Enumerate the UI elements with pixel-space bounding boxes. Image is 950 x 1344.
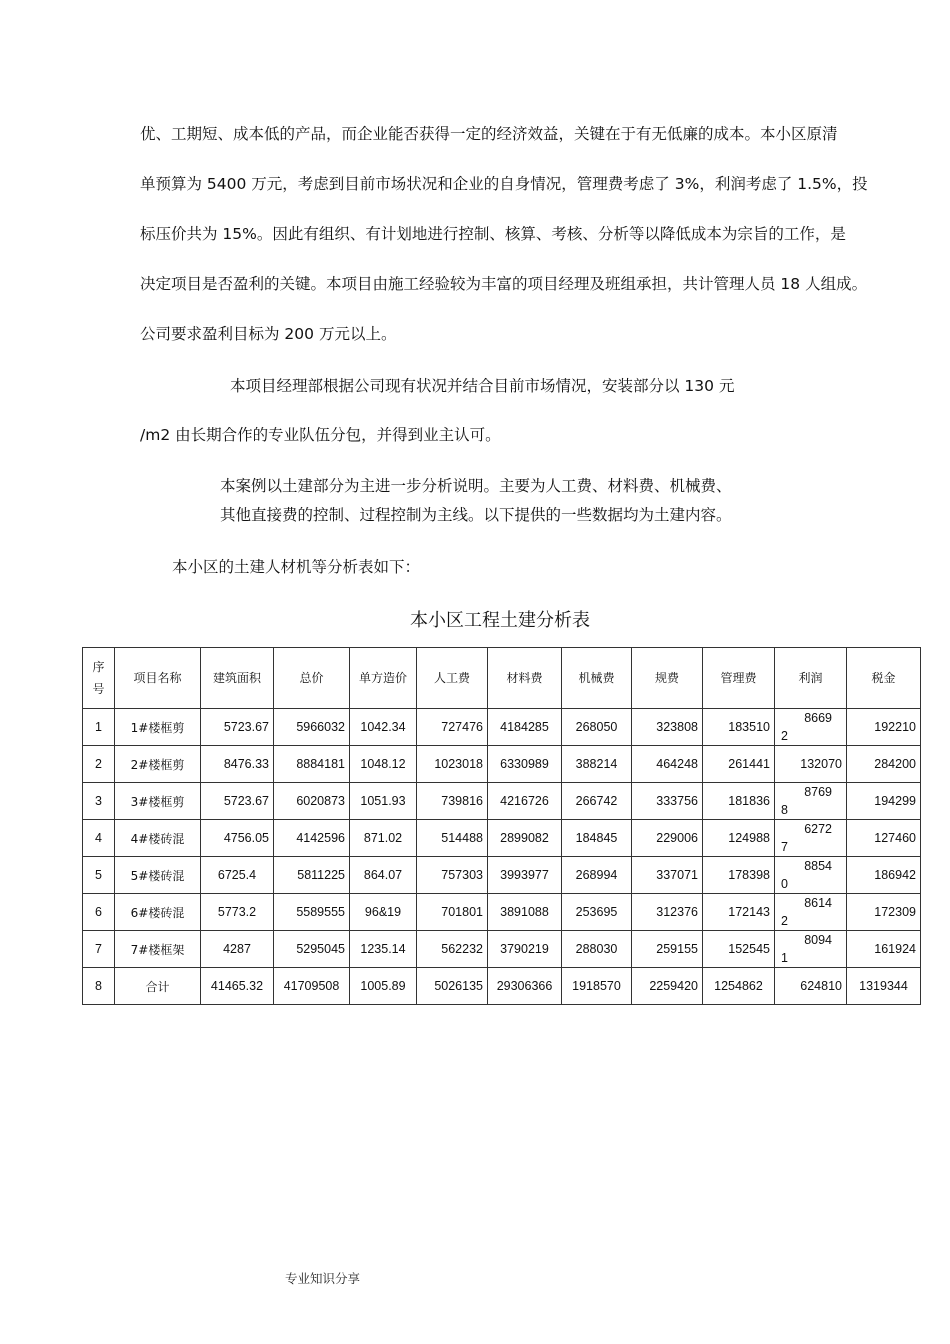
cell-area: 4287 [201,931,274,968]
cell-labor: 514488 [417,820,488,857]
cell-no: 2 [83,746,115,783]
cell-no: 8 [83,968,115,1005]
paragraph-line: 单预算为 5400 万元，考虑到目前市场状况和企业的自身情况，管理费考虑了 3%，利润考虑了 1.5%，投 [140,175,868,193]
cell-profit [775,894,847,931]
cell-total: 5811225 [274,857,350,894]
table-header-row [83,648,921,709]
cell-labor: 727476 [417,709,488,746]
cell-area: 8476.33 [201,746,274,783]
cell-tax: 161924 [847,931,921,968]
paragraph-line: 公司要求盈利目标为 200 万元以上。 [140,325,397,343]
header-cell: 单方造价 [350,648,417,709]
cell-fee: 2259420 [632,968,703,1005]
cell-mgmt: 261441 [703,746,775,783]
profit-lower: 7 [781,840,788,854]
profit-upper: 8769 [804,785,832,799]
cell-no: 5 [83,857,115,894]
header-cell: 规费 [632,648,703,709]
cell-material: 3993977 [488,857,562,894]
cell-tax: 194299 [847,783,921,820]
profit-upper: 8614 [804,896,832,910]
cell-profit: 624810 [775,968,847,1005]
table-title: 本小区工程土建分析表 [410,610,590,631]
page-footer: 专业知识分享 [285,1271,361,1286]
cell-name: 6#楼砖混 [115,894,201,931]
header-cell: 机械费 [562,648,632,709]
table-row [83,857,921,894]
cell-material: 2899082 [488,820,562,857]
cell-fee: 312376 [632,894,703,931]
cell-labor: 5026135 [417,968,488,1005]
profit-upper: 6272 [804,822,832,836]
header-cell: 序号 [83,648,115,709]
cell-machine: 268994 [562,857,632,894]
cell-total: 5966032 [274,709,350,746]
cell-no: 4 [83,820,115,857]
cell-area: 5773.2 [201,894,274,931]
header-cell: 利润 [775,648,847,709]
cell-name: 3#楼框剪 [115,783,201,820]
header-cell: 材料费 [488,648,562,709]
cell-name: 1#楼框剪 [115,709,201,746]
cell-no: 1 [83,709,115,746]
cell-total: 5589555 [274,894,350,931]
cell-fee: 333756 [632,783,703,820]
paragraph-line: 本案例以土建部分为主进一步分析说明。主要为人工费、材料费、机械费、 [220,477,732,495]
cell-unit-price: 864.07 [350,857,417,894]
cell-name: 5#楼砖混 [115,857,201,894]
cell-unit-price: 96&19 [350,894,417,931]
cell-mgmt: 1254862 [703,968,775,1005]
cell-material: 3790219 [488,931,562,968]
profit-upper: 8854 [804,859,832,873]
cell-tax: 127460 [847,820,921,857]
cell-mgmt: 172143 [703,894,775,931]
profit-lower: 2 [781,914,788,928]
cell-material: 4216726 [488,783,562,820]
profit-lower: 0 [781,877,788,891]
cell-fee: 259155 [632,931,703,968]
cell-total: 6020873 [274,783,350,820]
cell-machine: 288030 [562,931,632,968]
cell-fee: 337071 [632,857,703,894]
cell-area: 41465.32 [201,968,274,1005]
cell-machine: 1918570 [562,968,632,1005]
cell-area: 5723.67 [201,783,274,820]
cell-unit-price: 1042.34 [350,709,417,746]
cell-machine: 266742 [562,783,632,820]
cell-tax: 1319344 [847,968,921,1005]
profit-lower: 8 [781,803,788,817]
cell-material: 4184285 [488,709,562,746]
cell-mgmt: 152545 [703,931,775,968]
table-row [83,709,921,746]
paragraph-line: 决定项目是否盈利的关键。本项目由施工经验较为丰富的项目经理及班组承担，共计管理人员 18 人组成。 [140,275,868,293]
cell-profit [775,857,847,894]
cell-mgmt: 181836 [703,783,775,820]
header-cell: 总价 [274,648,350,709]
cell-labor: 757303 [417,857,488,894]
cell-no: 3 [83,783,115,820]
table-row [83,746,921,783]
cell-machine: 253695 [562,894,632,931]
cell-tax: 284200 [847,746,921,783]
cell-fee: 229006 [632,820,703,857]
paragraph-line: 标压价共为 15%。因此有组织、有计划地进行控制、核算、考核、分析等以降低成本为宗旨的工作，是 [140,225,846,243]
cell-labor: 739816 [417,783,488,820]
table-row [83,820,921,857]
paragraph-line: 其他直接费的控制、过程控制为主线。以下提供的一些数据均为土建内容。 [220,506,732,524]
analysis-table [82,647,921,1005]
cell-material: 3891088 [488,894,562,931]
table-intro: 本小区的土建人材机等分析表如下： [172,558,421,576]
cell-name: 4#楼砖混 [115,820,201,857]
cell-material: 29306366 [488,968,562,1005]
paragraph-line: 优、工期短、成本低的产品，而企业能否获得一定的经济效益，关键在于有无低廉的成本。本小区原清 [140,125,838,143]
cell-area: 5723.67 [201,709,274,746]
cell-unit-price: 1048.12 [350,746,417,783]
cell-unit-price: 871.02 [350,820,417,857]
cell-mgmt: 124988 [703,820,775,857]
cell-tax: 192210 [847,709,921,746]
cell-unit-price: 1235.14 [350,931,417,968]
header-cell: 人工费 [417,648,488,709]
cell-no: 7 [83,931,115,968]
profit-lower: 1 [781,951,788,965]
cell-machine: 184845 [562,820,632,857]
profit-lower: 2 [781,729,788,743]
header-cell: 建筑面积 [201,648,274,709]
cell-machine: 268050 [562,709,632,746]
intro-paragraph [140,109,930,359]
paragraph-line: 本项目经理部根据公司现有状况并结合目前市场情况，安装部分以 130 元 [230,377,735,395]
cell-fee: 464248 [632,746,703,783]
header-cell: 项目名称 [115,648,201,709]
header-cell: 管理费 [703,648,775,709]
cell-fee: 323808 [632,709,703,746]
cell-profit [775,820,847,857]
cell-area: 4756.05 [201,820,274,857]
cell-profit [775,709,847,746]
cell-labor: 701801 [417,894,488,931]
cell-total: 4142596 [274,820,350,857]
cell-no: 6 [83,894,115,931]
table-row-total [83,968,921,1005]
cell-profit [775,783,847,820]
table-row [83,783,921,820]
cell-area: 6725.4 [201,857,274,894]
cell-total: 5295045 [274,931,350,968]
cell-total: 8884181 [274,746,350,783]
profit-upper: 8669 [804,711,832,725]
cell-mgmt: 183510 [703,709,775,746]
cell-name: 7#楼框架 [115,931,201,968]
cell-mgmt: 178398 [703,857,775,894]
cell-profit [775,931,847,968]
table-row [83,931,921,968]
cell-unit-price: 1005.89 [350,968,417,1005]
cell-tax: 186942 [847,857,921,894]
cell-labor: 562232 [417,931,488,968]
cell-material: 6330989 [488,746,562,783]
cell-name: 合计 [115,968,201,1005]
cell-tax: 172309 [847,894,921,931]
cell-total: 41709508 [274,968,350,1005]
cell-unit-price: 1051.93 [350,783,417,820]
cell-profit: 132070 [775,746,847,783]
paragraph-line: /m2 由长期合作的专业队伍分包，并得到业主认可。 [140,426,501,444]
header-cell: 税金 [847,648,921,709]
cell-labor: 1023018 [417,746,488,783]
profit-upper: 8094 [804,933,832,947]
cell-machine: 388214 [562,746,632,783]
cell-name: 2#楼框剪 [115,746,201,783]
table-row [83,894,921,931]
